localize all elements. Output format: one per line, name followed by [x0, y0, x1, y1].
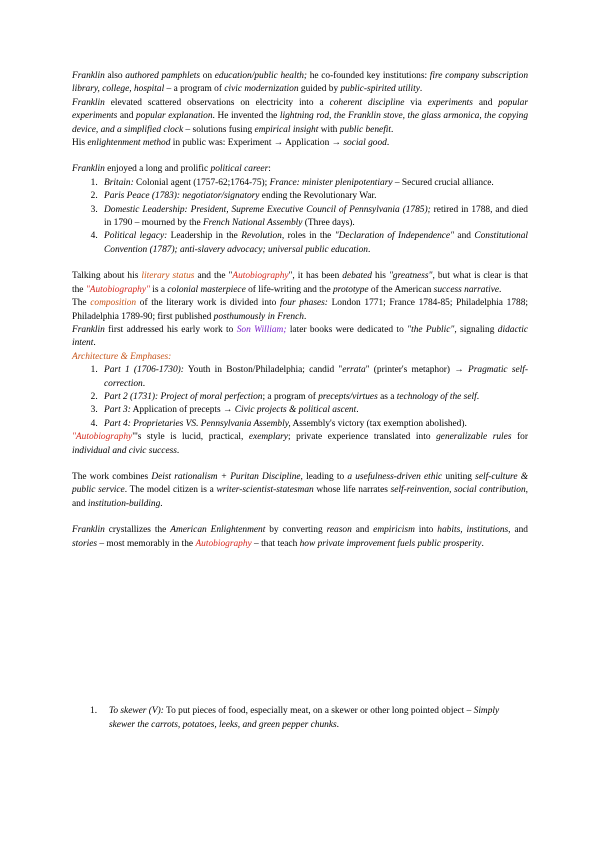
paragraph-style: "Autobiography"'s style is lucid, practical, exemplary; private experience translated into generalizable rules for individual and civic success. [72, 432, 528, 456]
paragraph-work: The work combines Deist rationalism + Puritan Discipline, leading to a usefulness-driven ethic uniting self-culture & public service. The model citizen is a writer-scientist-statesman whose life narrates self-reinvention, social contribution, and institution-building. [72, 471, 528, 509]
list-item: 1. Part 1 (1706-1730): Youth in Boston/Philadelphia; candid "errata" (printer's metaphor) → Pragmatic self-correction. [100, 364, 528, 391]
paragraph-method: His enlightenment method in public was: Experiment → Application → social good. [72, 138, 390, 149]
list-item: 1. Britain: Colonial agent (1757-62;1764-75); France: minister plenipotentiary – Secured crucial alliance. [100, 177, 528, 190]
paragraph-crystallizes: Franklin crystallizes the American Enlightenment by converting reason and empiricism into habits, institutions, and stories – most memorably in the Autobiography – that teach how private improvement fuels public prosperity. [72, 525, 528, 549]
paragraph-career: Franklin enjoyed a long and prolific political career: [72, 164, 271, 175]
architecture-list [72, 364, 528, 431]
definition-text: To skewer (V): To put pieces of food, especially meat, on a skewer or other long pointed object – Simply skewer the carrots, potatoes, leeks, and green pepper chunks. [109, 706, 500, 730]
document-body [72, 70, 528, 551]
list-item: 2. Part 2 (1731): Project of moral perfection; a program of precepts/virtues as a technology of the self. [100, 391, 528, 404]
section-heading-architecture: Architecture & Emphases: [72, 351, 172, 362]
franklin-term: Franklin [72, 71, 105, 81]
career-list [72, 177, 528, 257]
list-item: 4. Political legacy: Leadership in the Revolution, roles in the "Declaration of Independence" and Constitutional Convention (1787); anti-slavery advocacy; universal public education. [100, 230, 528, 257]
paragraph-electricity: Franklin elevated scattered observations on electricity into a coherent discipline via experiments and popular experiments and popular explanation. He invented the lightning rod, the Franklin stove, the glass armonica, the copying device, and a simplified clock – solutions fusing empirical insight with public benefit. [72, 97, 529, 135]
vocabulary-definition [90, 704, 510, 732]
paragraph-composition: The composition of the literary work is divided into four phases: London 1771; France 1784-85; Philadelphia 1788; Philadelphia 1789-90; first published posthumously in French. [72, 298, 528, 322]
list-item: 2. Paris Peace (1783): negotiator/signatory ending the Revolutionary War. [100, 190, 528, 203]
list-item: 4. Part 4: Proprietaries VS. Pennsylvania Assembly, Assembly's victory (tax exemption abolished). [100, 418, 528, 431]
paragraph-literary-status: Talking about his literary status and the "Autobiography", it has been debated his "greatness", but what is clear is that the "Autobiography" is a colonial masterpiece of life-writing and the prototype of the American success narrative. [72, 271, 528, 295]
paragraph-pamphlets: Franklin also authored pamphlets on education/public health; he co-founded key institutions: fire company subscription library, college, hospital – a program of civic modernization guided by public-spirited utility. [72, 71, 529, 95]
paragraph-addressed: Franklin first addressed his early work to Son William; later books were dedicated to "the Public", signaling didactic intent. [72, 324, 528, 349]
list-item: 3. Part 3: Application of precepts → Civic projects & political ascent. [100, 404, 528, 417]
definition-number: 1. [90, 706, 98, 716]
list-item: 3. Domestic Leadership: President, Supreme Executive Council of Pennsylvania (1785); retired in 1788, and died in 1790 – mourned by the French National Assembly (Three days). [100, 204, 528, 231]
